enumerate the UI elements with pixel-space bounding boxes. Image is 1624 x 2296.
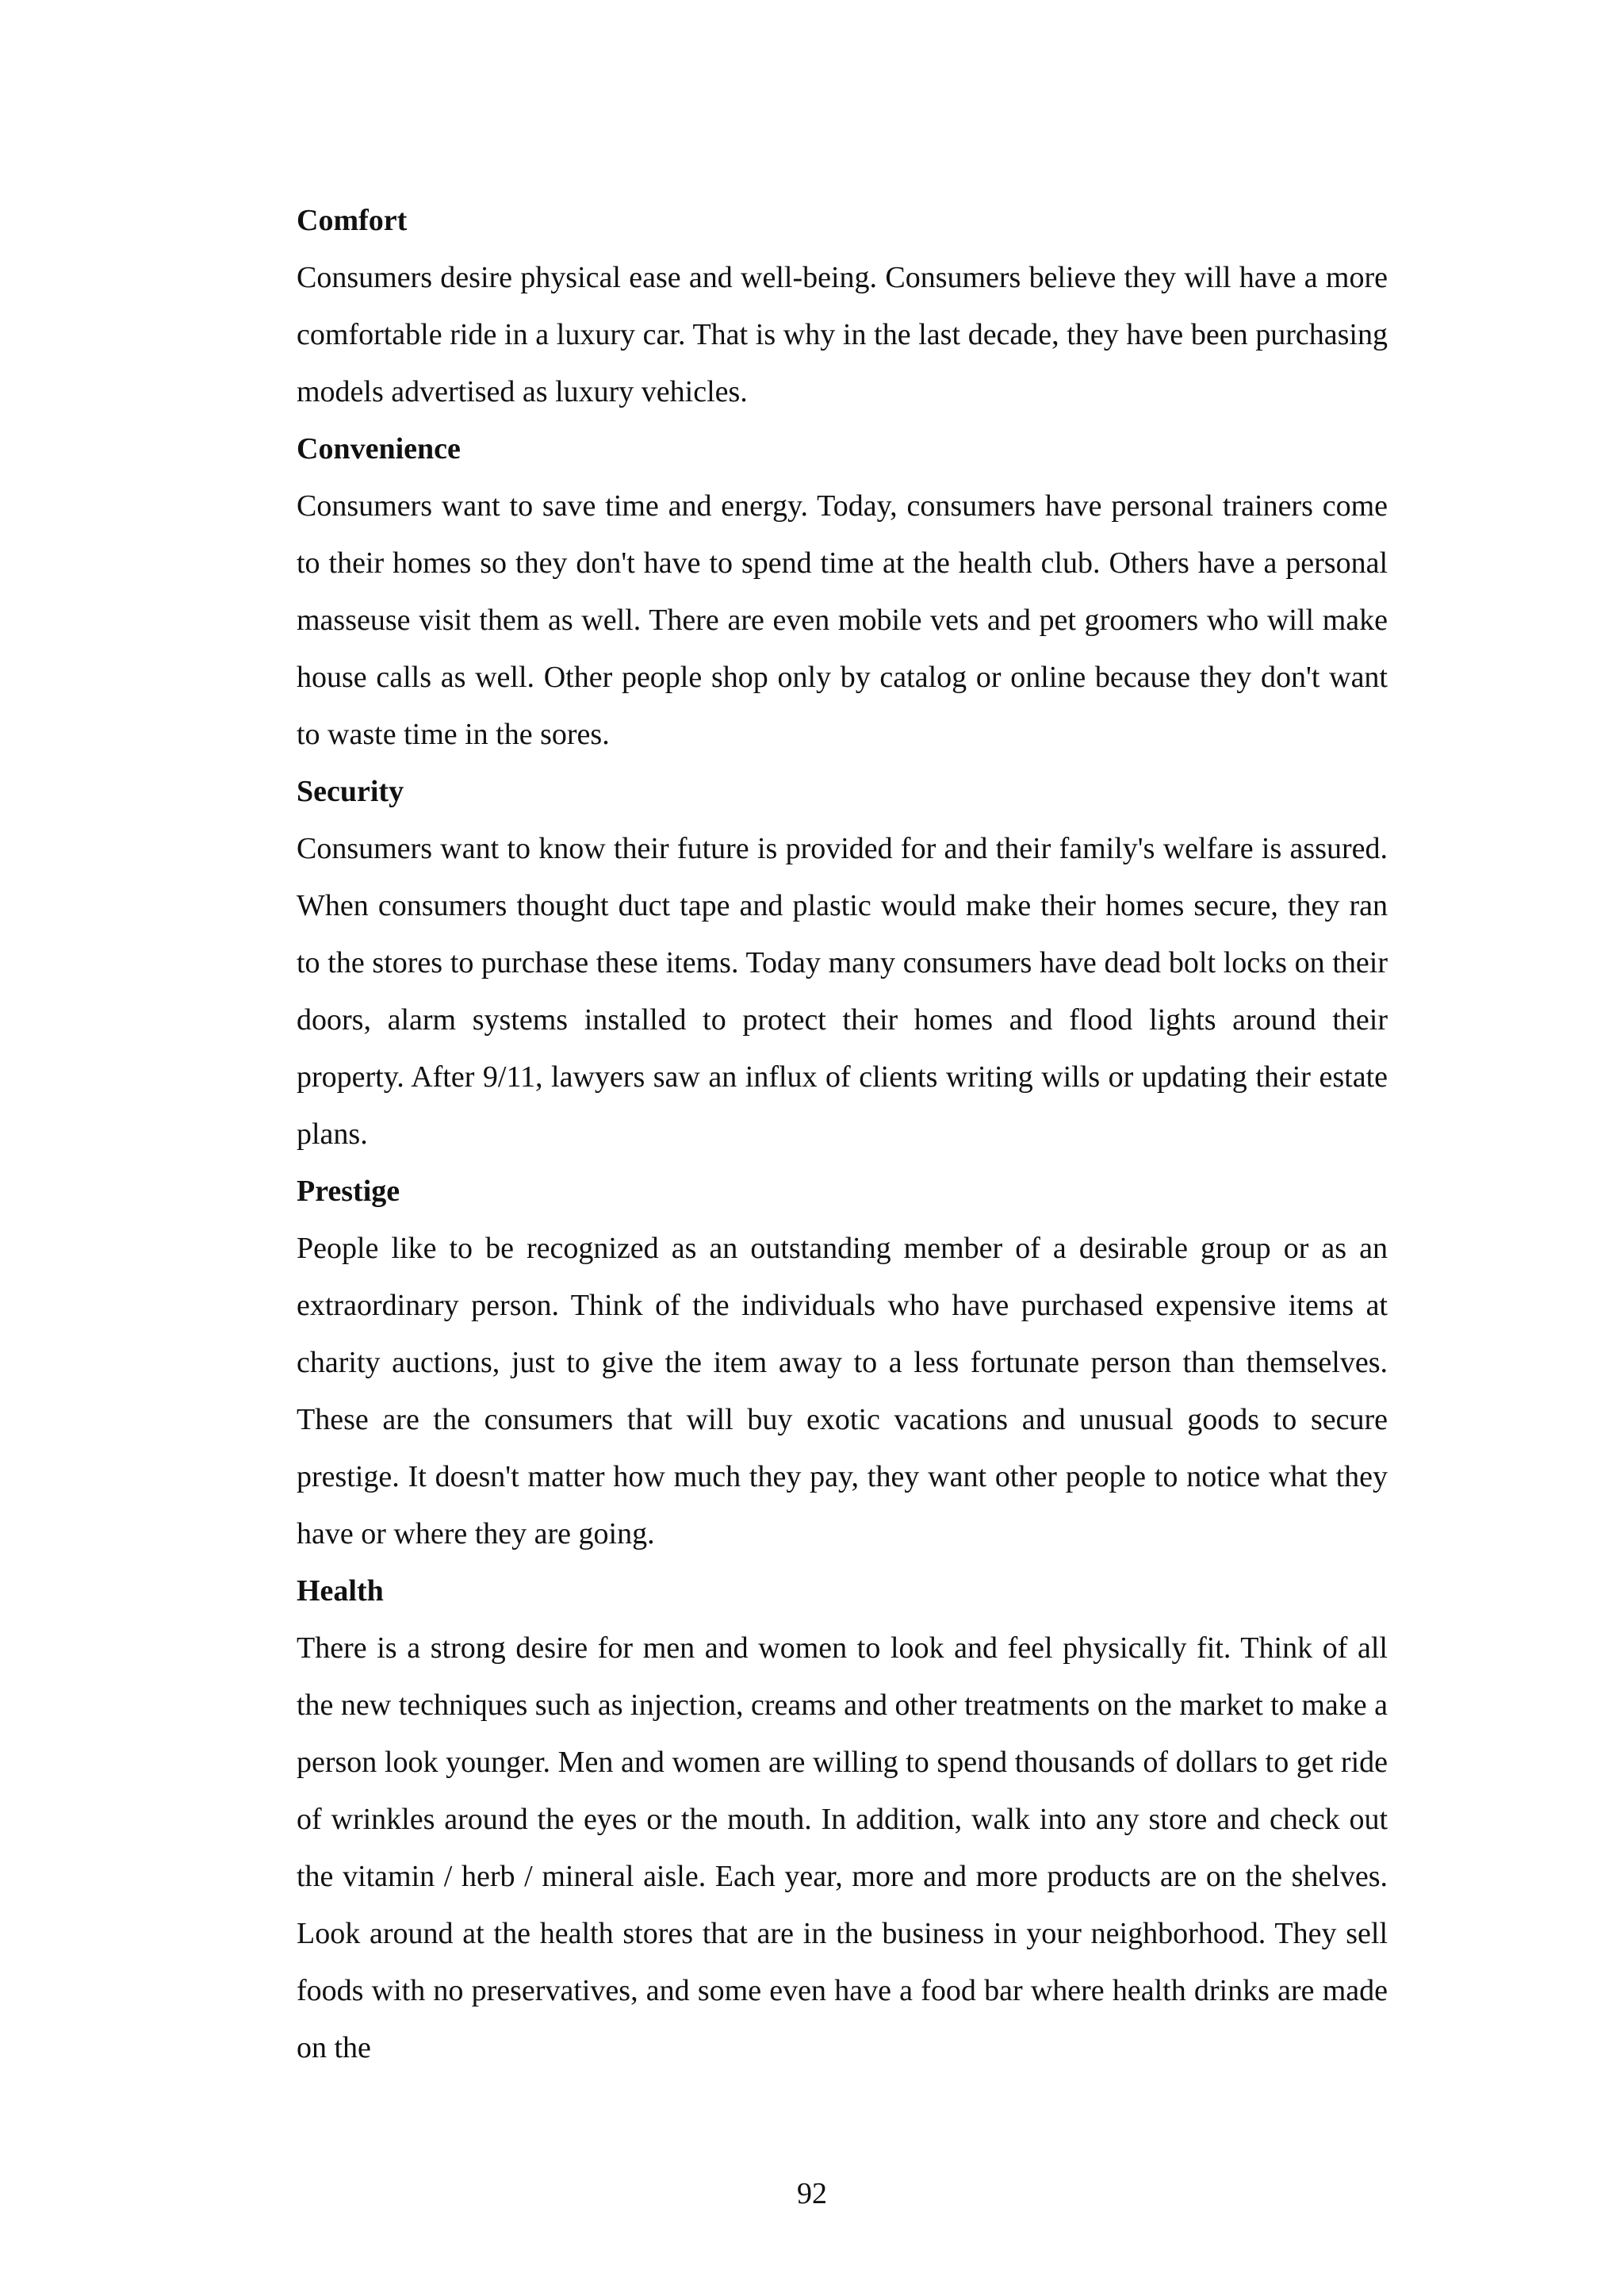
paragraph-comfort: Consumers desire physical ease and well-being. Consumers believe they will have a more comfortable ride in a luxury car. That is why in the last decade, they have been purchasing models advertised as luxury vehicles. [297,261,1388,408]
heading-health: Health [297,1574,384,1608]
heading-security: Security [297,775,404,808]
paragraph-security: Consumers want to know their future is provided for and their family's welfare is assured. When consumers thought duct tape and plastic would make their homes secure, they ran to the stores to purchase these items. Today many consumers have dead bolt locks on their doors, alarm systems installed to protect their homes and flood lights around their property. After 9/11, lawyers saw an influx of clients writing wills or updating their estate plans. [297,832,1388,1151]
heading-comfort: Comfort [297,204,408,237]
paragraph-convenience: Consumers want to save time and energy. Today, consumers have personal trainers come to their homes so they don't have to spend time at the health club. Others have a personal masseuse visit them as well. There are even mobile vets and pet groomers who will make house calls as well. Other people shop only by catalog or online because they don't want to waste time in the sores. [297,489,1388,751]
heading-convenience: Convenience [297,432,461,466]
paragraph-health: There is a strong desire for men and women to look and feel physically fit. Think of all the new techniques such as injection, creams and other treatments on the market to make a person look younger. Men and women are willing to spend thousands of dollars to get ride of wrinkles around the eyes or the mouth. In addition, walk into any store and check out the vitamin / herb / mineral aisle. Each year, more and more products are on the shelves. Look around at the health stores that are in the business in your neighborhood. They sell foods with no preservatives, and some even have a food bar where health drinks are made on the [297,1631,1388,2064]
paragraph-prestige: People like to be recognized as an outstanding member of a desirable group or as an extraordinary person. Think of the individuals who have purchased expensive items at charity auctions, just to give the item away to a less fortunate person than themselves. These are the consumers that will buy exotic vacations and unusual goods to secure prestige. It doesn't matter how much they pay, they want other people to notice what they have or where they are going. [297,1232,1388,1550]
page-number: 92 [797,2177,827,2210]
page-content [297,192,1388,2076]
heading-prestige: Prestige [297,1175,400,1208]
